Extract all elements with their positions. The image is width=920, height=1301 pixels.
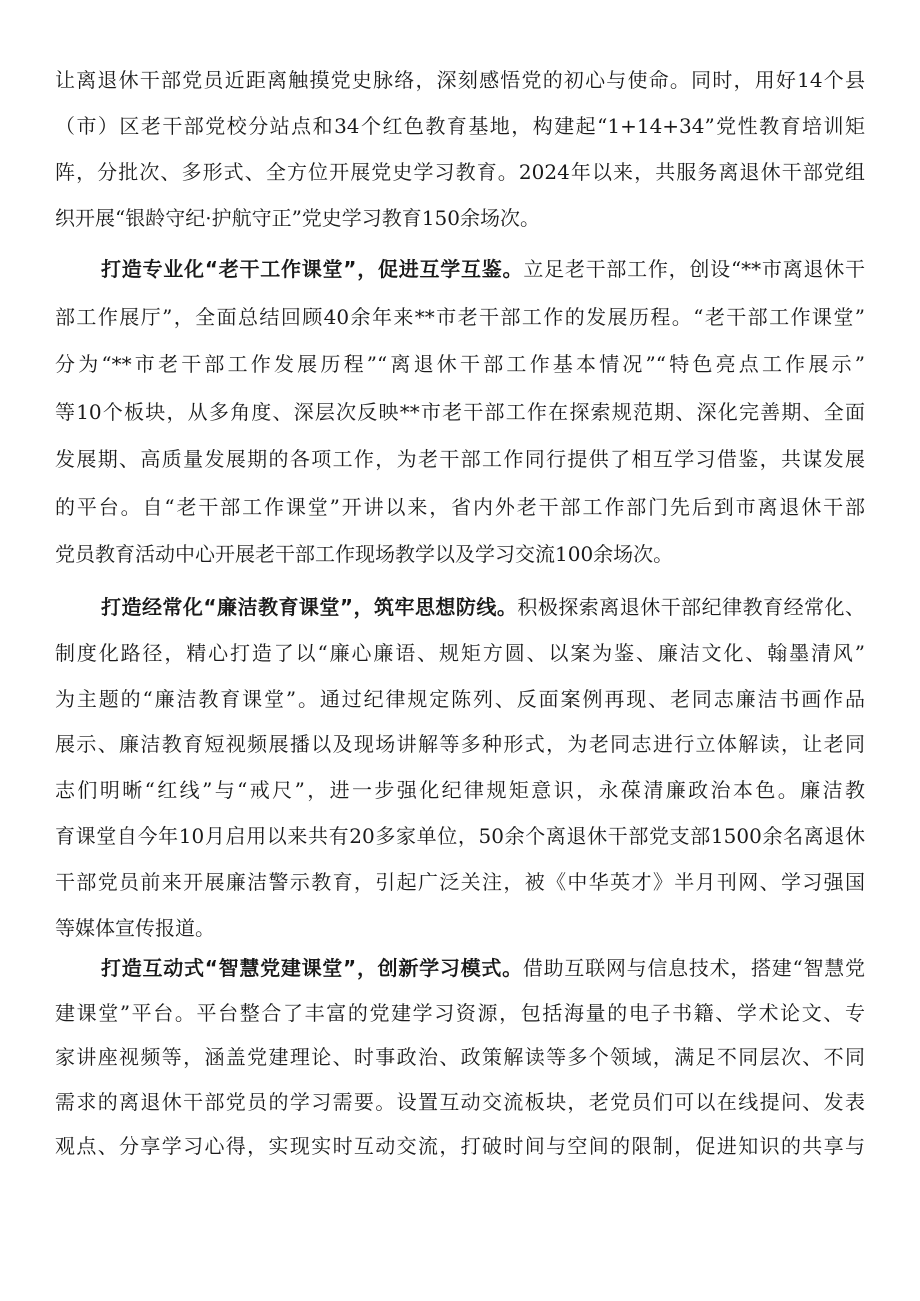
text-line: 观点、分享学习心得，实现实时互动交流，打破时间与空间的限制，促进知识的共享与 bbox=[55, 1134, 865, 1158]
text-line: 让离退休干部党员近距离触摸党史脉络，深刻感悟党的初心与使命。同时，用好14个县 bbox=[55, 68, 865, 92]
paragraph-heading: 打造经常化“廉洁教育课堂”，筑牢思想防线。 bbox=[101, 595, 518, 619]
paragraph-heading: 打造专业化“老干工作课堂”，促进互学互鉴。 bbox=[101, 257, 524, 281]
text-segment: 积极探索离退休干部纪律教育经常化、 bbox=[517, 595, 865, 619]
text-line: 建课堂”平台。平台整合了丰富的党建学习资源，包括海量的电子书籍、学术论文、专 bbox=[55, 1000, 865, 1025]
text-segment: 立足老干部工作，创设“**市离退休干 bbox=[523, 257, 865, 281]
text-line: 分为“**市老干部工作发展历程”“离退休干部工作基本情况”“特色亮点工作展示” bbox=[55, 352, 865, 376]
text-line: 等10个板块，从多角度、深层次反映**市老干部工作在探索规范期、深化完善期、全面 bbox=[55, 399, 865, 424]
text-line: 部工作展厅”，全面总结回顾40余年来**市老干部工作的发展历程。“老干部工作课堂” bbox=[55, 304, 865, 329]
text-line: 制度化路径，精心打造了以“廉心廉语、规矩方圆、以案为鉴、廉洁文化、翰墨清风” bbox=[55, 640, 865, 665]
text-line: 育课堂自今年10月启用以来共有20多家单位，50余个离退休干部党支部1500余名离退休 bbox=[55, 823, 865, 848]
text-line: 阵，分批次、多形式、全方位开展党史学习教育。2024年以来，共服务离退休干部党组 bbox=[55, 160, 865, 184]
text-line: 需求的离退休干部党员的学习需要。设置互动交流板块，老党员们可以在线提问、发表 bbox=[55, 1089, 865, 1114]
text-line: 为主题的“廉洁教育课堂”。通过纪律规定陈列、反面案例再现、老同志廉洁书画作品 bbox=[55, 686, 865, 711]
text-line bbox=[55, 585, 865, 631]
paragraph-integrity-classroom bbox=[55, 585, 865, 951]
paragraph-heading: 打造互动式“智慧党建课堂”，创新学习模式。 bbox=[101, 956, 523, 980]
paragraph-professional-classroom bbox=[55, 246, 865, 579]
text-segment: 借助互联网与信息技术，搭建“智慧党 bbox=[522, 956, 865, 980]
text-line bbox=[55, 946, 865, 991]
text-line: 展示、廉洁教育短视频展播以及现场讲解等多种形式，为老同志进行立体解读，让老同 bbox=[55, 732, 865, 757]
paragraph-party-history-education bbox=[55, 57, 865, 241]
text-line: 党员教育活动中心开展老干部工作现场教学以及学习交流100余场次。 bbox=[55, 542, 674, 566]
text-line: 家讲座视频等，涵盖党建理论、时事政治、政策解读等多个领域，满足不同层次、不同 bbox=[55, 1045, 865, 1069]
text-line: 志们明晰“红线”与“戒尺”，进一步强化纪律规矩意识，永葆清廉政治本色。廉洁教 bbox=[55, 778, 865, 803]
text-line: 发展期、高质量发展期的各项工作，为老干部工作同行提供了相互学习借鉴，共谋发展 bbox=[55, 447, 865, 471]
text-line: 干部党员前来开展廉洁警示教育，引起广泛关注，被《中华英才》半月刊网、学习强国 bbox=[55, 869, 865, 894]
text-line: （市）区老干部党校分站点和34个红色教育基地，构建起“1+14+34”党性教育培训矩 bbox=[55, 114, 865, 138]
paragraph-smart-party-classroom bbox=[55, 946, 865, 1169]
text-line: 等媒体宣传报道。 bbox=[55, 915, 215, 940]
text-line: 织开展“银龄守纪·护航守正”党史学习教育150余场次。 bbox=[55, 206, 540, 230]
text-line: 的平台。自“老干部工作课堂”开讲以来，省内外老干部工作部门先后到市离退休干部 bbox=[55, 494, 865, 519]
text-line bbox=[55, 246, 865, 294]
